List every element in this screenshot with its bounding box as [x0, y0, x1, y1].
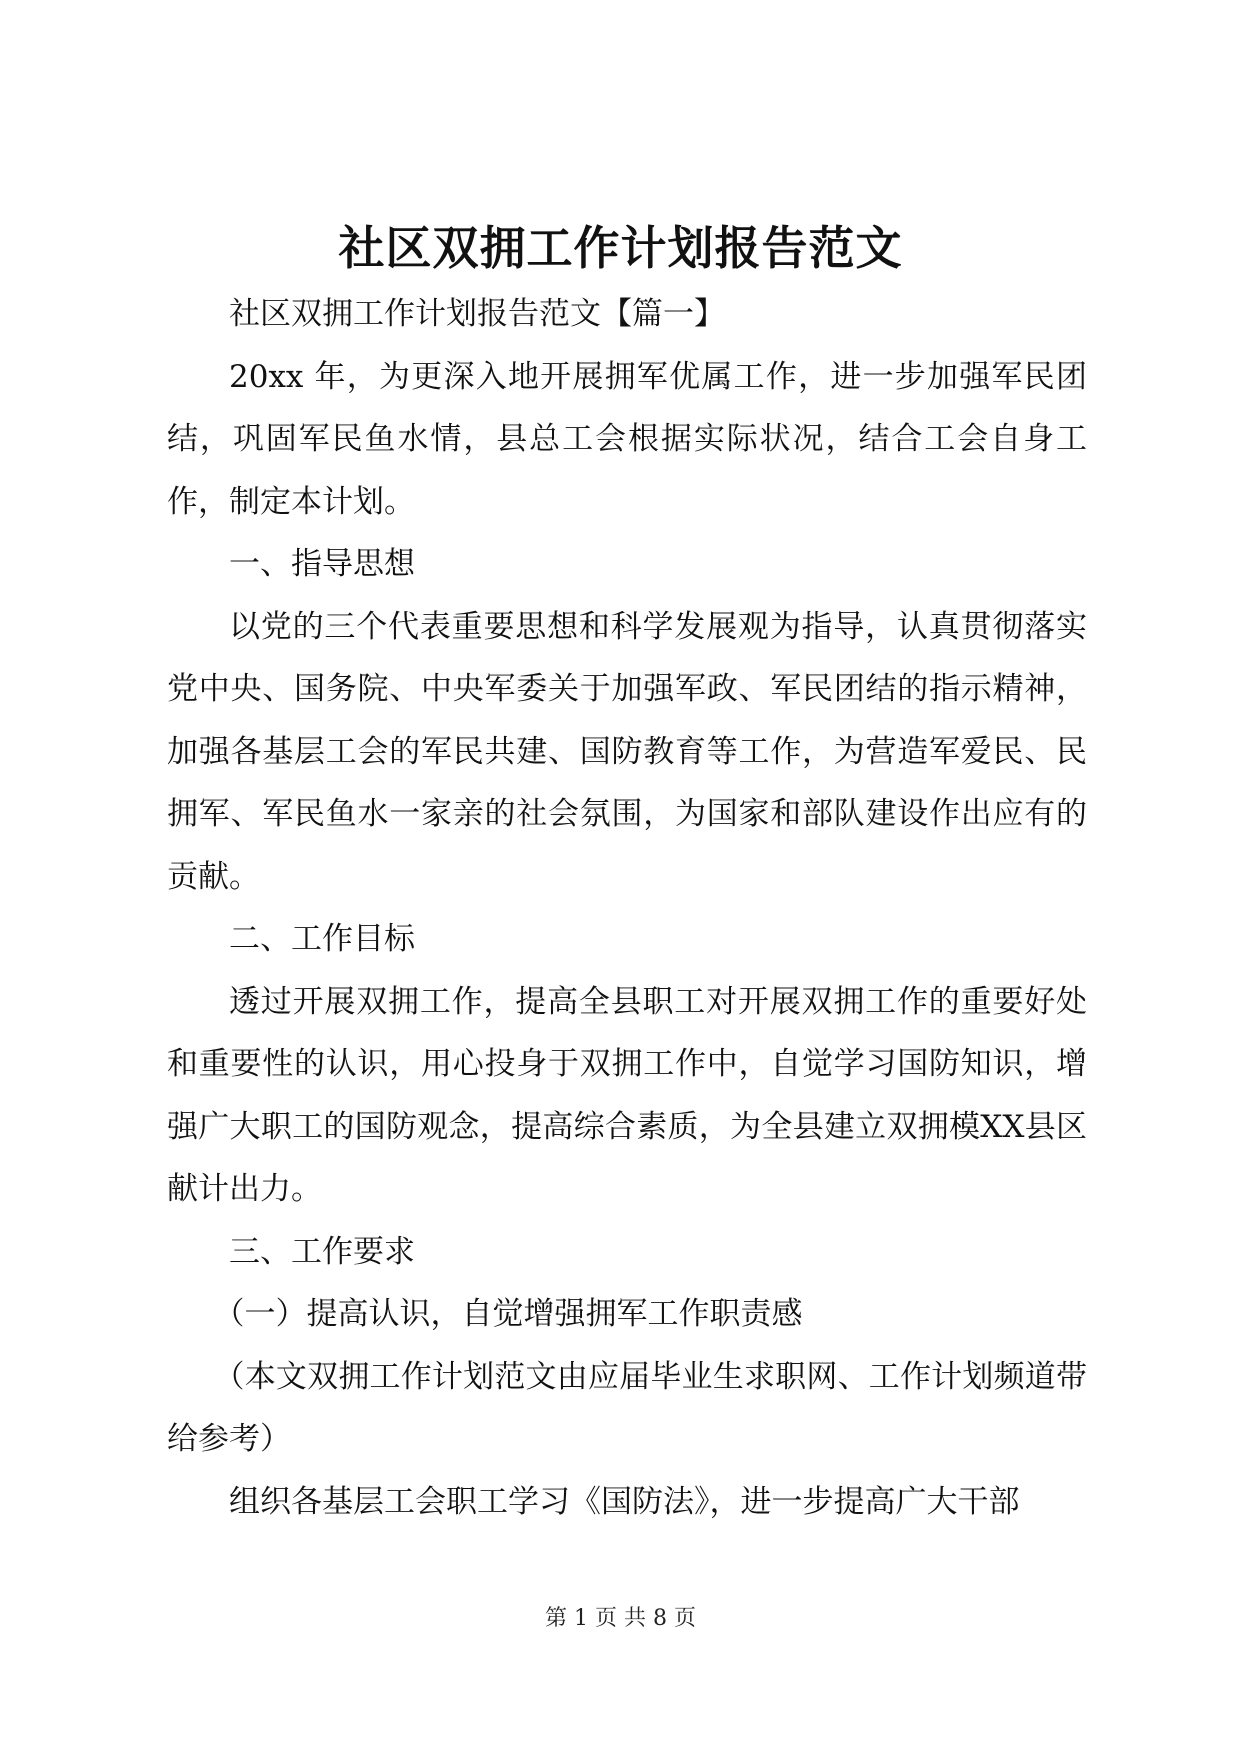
paragraph-intro: 20xx 年，为更深入地开展拥军优属工作，进一步加强军民团结，巩固军民鱼水情，县总工会根据实际状况，结合工会自身工作，制定本计划。	[167, 358, 1087, 520]
subsection-heading-1: （一）提高认识，自觉增强拥军工作职责感	[213, 1296, 803, 1332]
paragraph-guiding-ideology: 以党的三个代表重要思想和科学发展观为指导，认真贯彻落实党中央、国务院、中央军委关于加强军政、军民团结的指示精神，加强各基层工会的军民共建、国防教育等工作，为营造军爱民、民拥军、军民鱼水一家亲的社会氛围，为国家和部队建设作出应有的贡献。	[167, 608, 1087, 895]
section-heading-guiding-ideology: 一、指导思想	[229, 546, 415, 582]
page-number-footer: 第 1 页 共 8 页	[545, 1606, 696, 1631]
section-heading-work-requirements: 三、工作要求	[229, 1233, 415, 1270]
document-body	[167, 283, 1087, 1533]
paragraph-work-goals: 透过开展双拥工作，提高全县职工对开展双拥工作的重要好处和重要性的认识，用心投身于双拥工作中，自觉学习国防知识，增强广大职工的国防观念，提高综合素质，为全县建立双拥模XX县区献计出力。	[167, 983, 1087, 1207]
document-title: 社区双拥工作计划报告范文	[338, 221, 903, 275]
paragraph-requirements: 组织各基层工会职工学习《国防法》，进一步提高广大干部	[229, 1483, 1020, 1520]
document-subtitle: 社区双拥工作计划报告范文【篇一】	[229, 296, 725, 332]
section-heading-work-goals: 二、工作目标	[229, 921, 415, 957]
source-note: （本文双拥工作计划范文由应届毕业生求职网、工作计划频道带给参考）	[167, 1358, 1087, 1457]
